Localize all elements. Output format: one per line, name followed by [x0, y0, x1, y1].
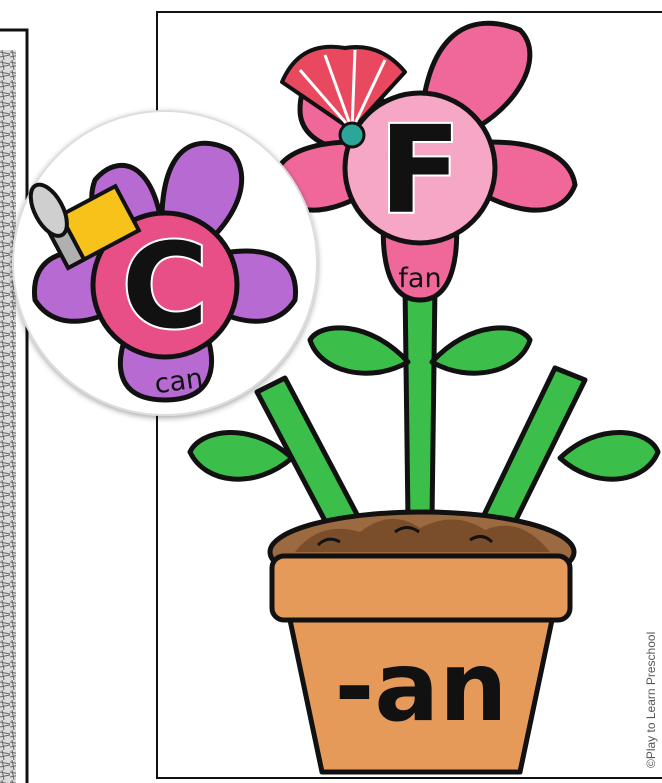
flower-c-letter: C: [121, 217, 209, 355]
word-ending-label: -an: [334, 631, 508, 743]
copyright-credit: ©Play to Learn Preschool: [644, 631, 658, 768]
flower-f-word: fan: [398, 263, 442, 294]
background-card: [0, 30, 27, 783]
flower-c-word: can: [152, 362, 205, 401]
flower-f-letter: F: [379, 102, 461, 241]
flower-c-badge: [13, 111, 317, 415]
